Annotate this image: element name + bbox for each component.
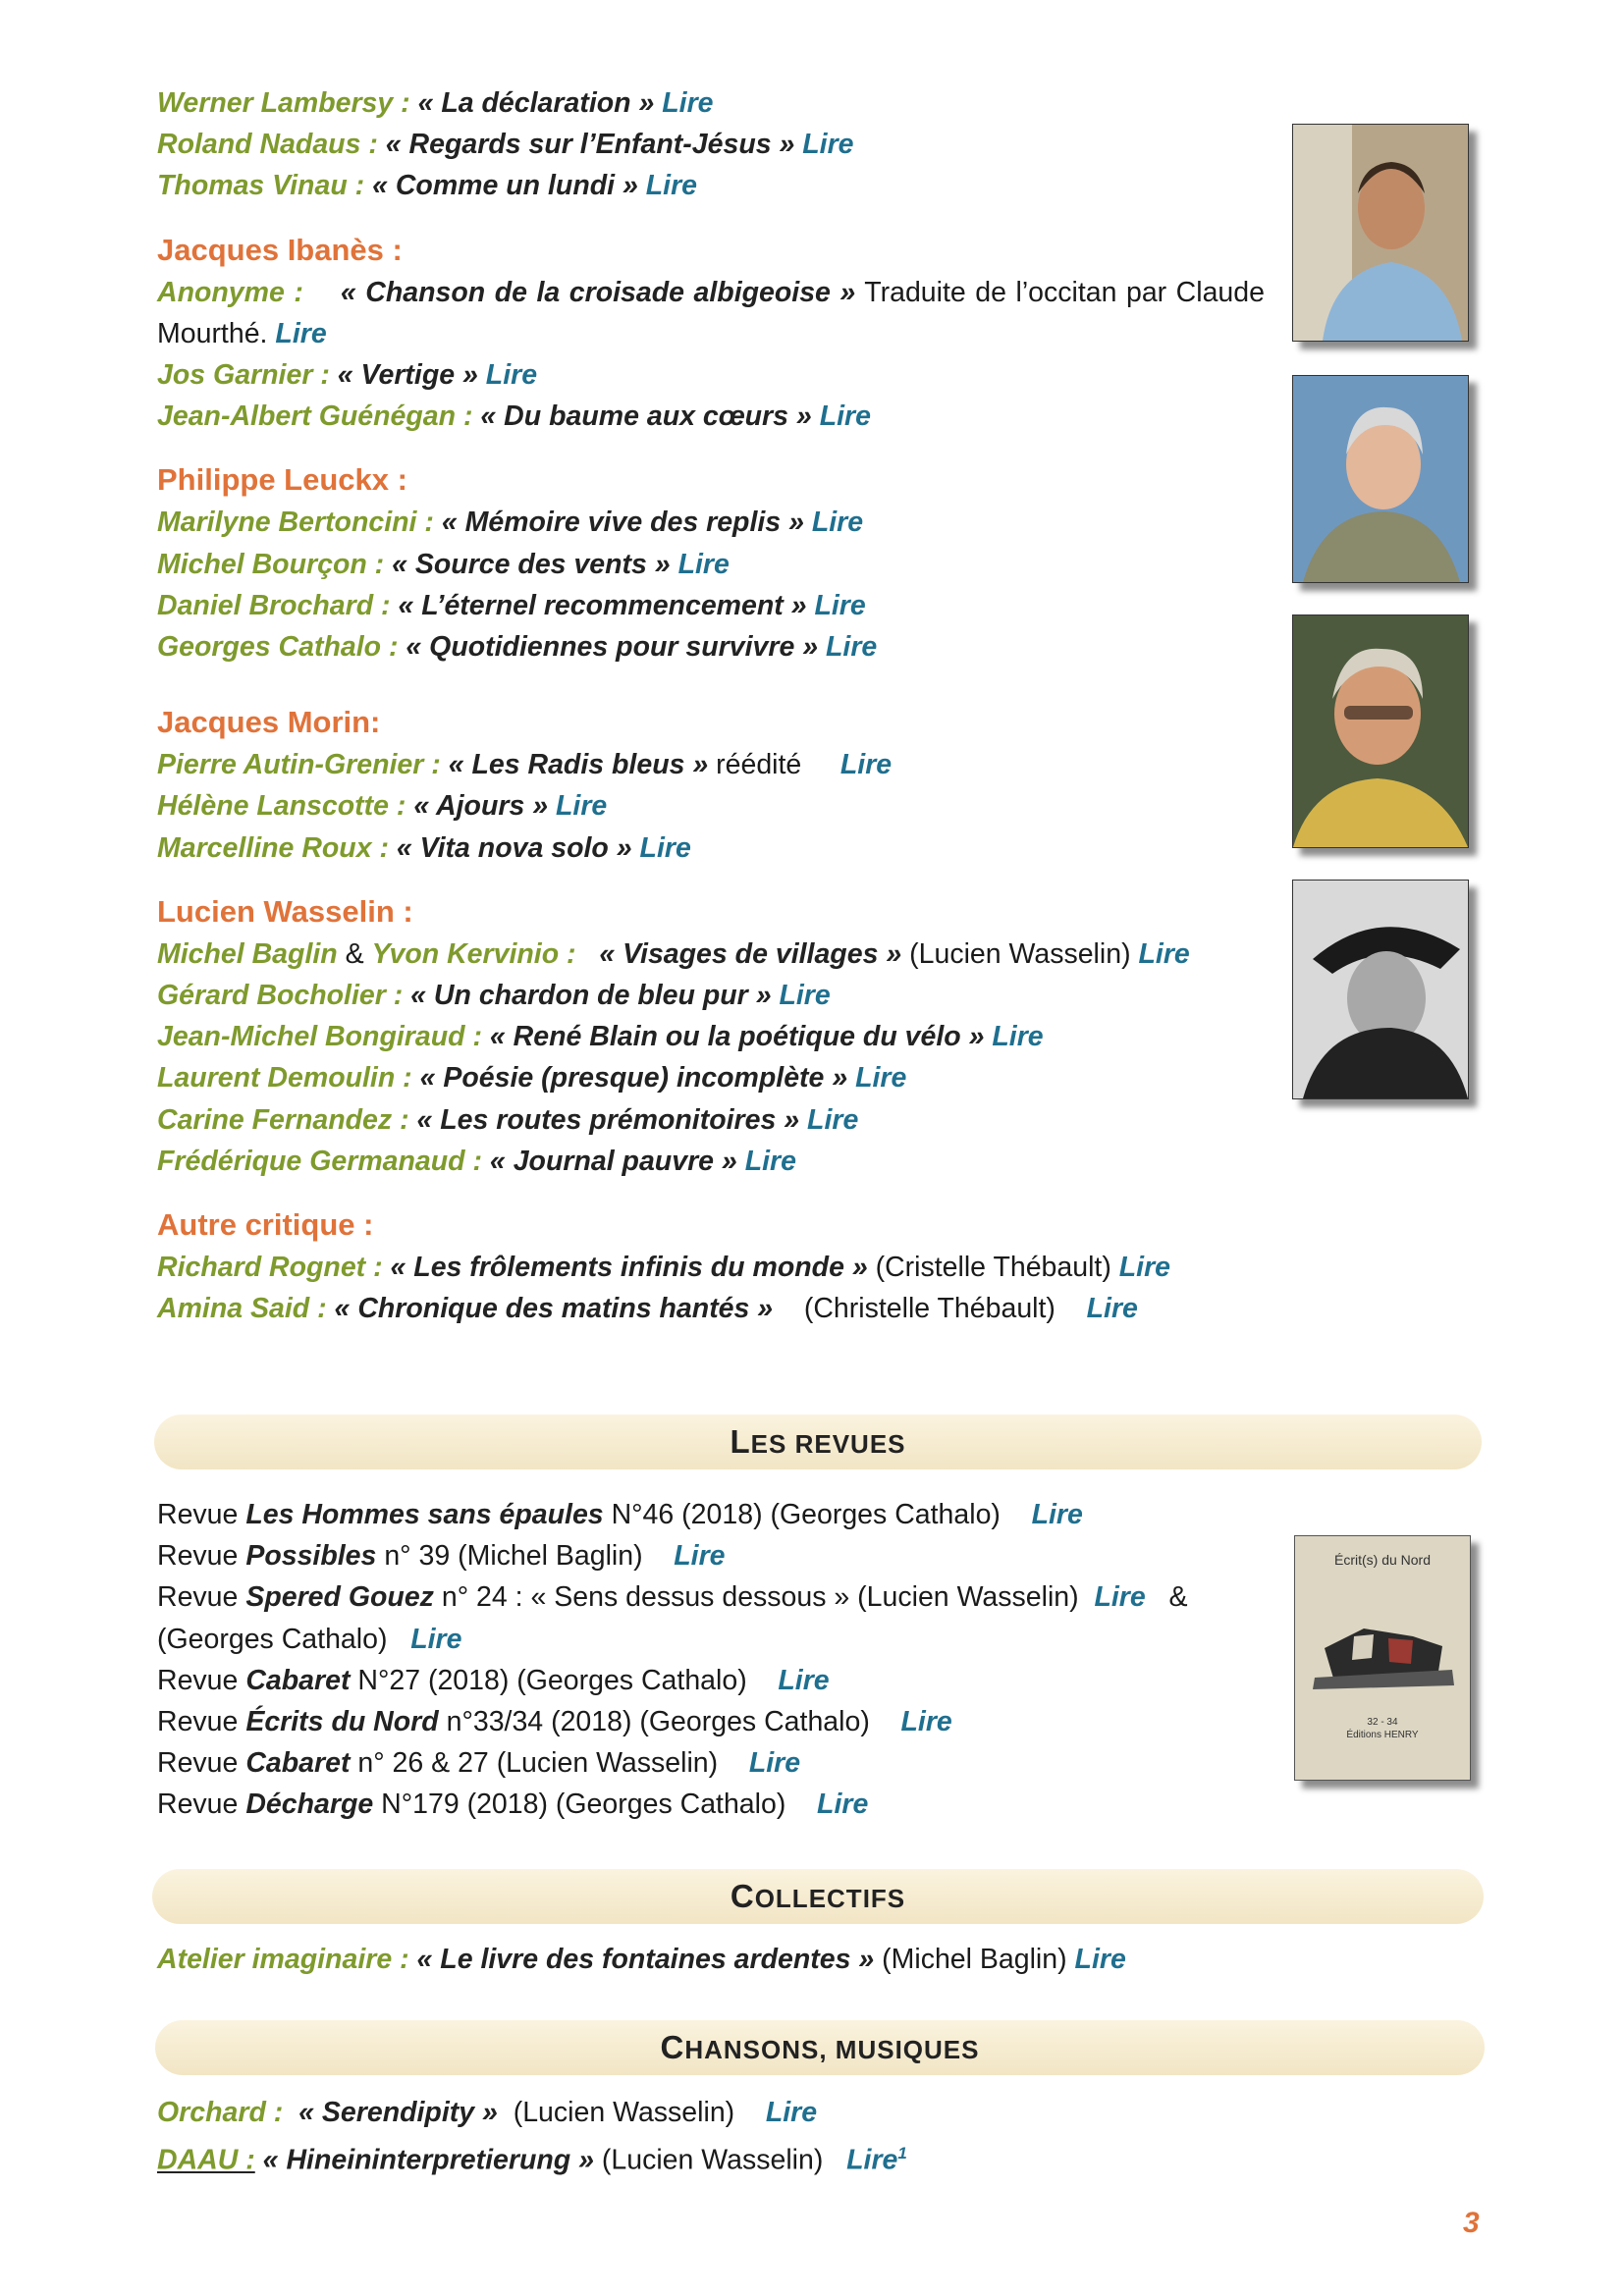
author-name: Daniel Brochard : (157, 589, 391, 621)
book-title: « Un chardon de bleu pur » (410, 980, 772, 1012)
lire-link[interactable]: Lire (1086, 1293, 1138, 1325)
banner-initial: C (660, 2029, 685, 2065)
revue-prefix: Revue (157, 1706, 239, 1738)
revue-name: Les Hommes sans épaules (245, 1499, 604, 1530)
entry-note: (Cristelle Thébault) (875, 1252, 1111, 1284)
lire-link[interactable]: Lire (1118, 1252, 1171, 1284)
lire-link[interactable]: Lire (275, 317, 327, 349)
critic-photo (1292, 614, 1469, 848)
book-title: « Regards sur l’Enfant-Jésus » (385, 129, 795, 161)
list-item (157, 82, 1267, 124)
banner-title: OLLECTIFS (754, 1884, 906, 1913)
author-name: Atelier imaginaire : (157, 1944, 409, 1975)
critiques-list (157, 82, 1267, 1329)
lire-link[interactable]: Lire (1031, 1499, 1083, 1530)
book-title: « L’éternel recommencement » (398, 589, 807, 621)
list-item (157, 1939, 1296, 1980)
author-name: Hélène Lanscotte : (157, 790, 406, 823)
critic-photo (1292, 880, 1469, 1099)
list-item (157, 502, 1267, 543)
lire-link[interactable]: Lire (485, 359, 538, 392)
author-name: Laurent Demoulin : (157, 1062, 412, 1095)
entry-note: réédité (716, 749, 802, 781)
page-number: 3 (1463, 2207, 1480, 2239)
book-title: « Vertige » (337, 359, 478, 392)
book-title: « Poésie (presque) incomplète » (419, 1062, 848, 1095)
book-title: « René Blain ou la poétique du vélo » (489, 1021, 985, 1053)
list-item (157, 1784, 1296, 1825)
lire-link[interactable]: Lire (807, 1103, 859, 1136)
book-title: « Les frôlements infinis du monde » (390, 1252, 868, 1284)
author-name: Gérard Bocholier : (157, 980, 404, 1012)
revue-name: Cabaret (245, 1747, 351, 1780)
book-title: « La déclaration » (417, 87, 655, 119)
critic-heading: Jacques Ibanès : (157, 232, 403, 267)
critic-heading: Autre critique : (157, 1207, 374, 1243)
lire-link[interactable]: Lire (992, 1021, 1044, 1053)
author-name: Michel Baglin (157, 937, 338, 970)
list-item (157, 1016, 1267, 1057)
cover-publisher: Éditions HENRY (1346, 1730, 1419, 1740)
lire-link[interactable]: Lire (802, 129, 854, 161)
revue-prefix: Revue (157, 1540, 239, 1573)
cover-issue: 32 - 34 (1367, 1717, 1398, 1728)
list-item (157, 272, 1265, 354)
critic-photo (1292, 124, 1469, 342)
section-banner-collectifs (152, 1869, 1484, 1924)
list-item (157, 626, 1267, 667)
list-item (157, 1288, 1267, 1329)
author-name: Roland Nadaus : (157, 129, 378, 161)
lire-link[interactable]: Lire (410, 1623, 462, 1655)
lire-link[interactable]: Lire (839, 749, 893, 781)
list-item (157, 1141, 1267, 1182)
revue-prefix: Revue (157, 1789, 239, 1821)
revue-prefix: Revue (157, 1664, 239, 1696)
author-name: Jean-Albert Guénégan : (157, 400, 473, 433)
lire-link[interactable]: Lire (556, 790, 608, 823)
revue-detail: n°33/34 (2018) (Georges Cathalo) (446, 1706, 870, 1738)
entry-note: (Lucien Wasselin) (601, 2144, 824, 2176)
revue-detail: N°179 (2018) (Georges Cathalo) (381, 1789, 786, 1821)
collectifs-list (157, 1939, 1296, 1980)
revue-name: Décharge (245, 1789, 374, 1821)
list-item (157, 1057, 1267, 1098)
song-title: « Hineininterpretierung » (262, 2144, 594, 2176)
revue-detail: n° 39 (Michel Baglin) (384, 1540, 643, 1573)
lire-link[interactable]: Lire (1074, 1944, 1126, 1975)
book-title: « Visages de villages » (599, 937, 902, 970)
entry-note: (Michel Baglin) (882, 1944, 1067, 1975)
book-title: « Chronique des matins hantés » (334, 1293, 774, 1325)
book-title: « Chanson de la croisade albigeoise » (340, 276, 856, 308)
lire-link[interactable]: Lire (855, 1062, 907, 1095)
lire-link[interactable]: Lire (819, 400, 871, 433)
song-title: « Serendipity » (298, 2097, 498, 2128)
banner-title: ES REVUES (750, 1429, 906, 1459)
cover-artwork (1295, 1579, 1470, 1697)
section-banner-chansons (155, 2020, 1485, 2075)
ampersand: & (1168, 1581, 1188, 1614)
book-title: « Ajours » (413, 790, 549, 823)
list-item (157, 585, 1267, 626)
author-name: Michel Bourçon : (157, 548, 385, 580)
revue-prefix: Revue (157, 1747, 239, 1780)
author-name: Anonyme : (157, 276, 303, 308)
section-banner-revues (154, 1415, 1482, 1469)
lire-link[interactable]: Lire (814, 589, 866, 621)
list-item (157, 1494, 1296, 1535)
book-title: « Vita nova solo » (396, 831, 632, 864)
author-name: Marcelline Roux : (157, 831, 389, 864)
lire-link[interactable]: Lire (846, 2144, 898, 2176)
lire-link[interactable]: Lire (817, 1789, 869, 1821)
lire-link[interactable]: Lire (900, 1706, 952, 1738)
revue-cover (1294, 1535, 1471, 1781)
author-name: DAAU : (157, 2144, 255, 2176)
author-name: Frédérique Germanaud : (157, 1145, 482, 1177)
revue-name: Écrits du Nord (245, 1706, 439, 1738)
lire-link[interactable]: Lire (645, 170, 698, 202)
list-item (157, 124, 1267, 165)
author-name: Carine Fernandez : (157, 1103, 409, 1136)
revue-detail: N°46 (2018) (Georges Cathalo) (611, 1499, 1001, 1530)
revue-detail: n° 26 & 27 (Lucien Wasselin) (357, 1747, 719, 1780)
list-item (157, 2133, 1296, 2181)
book-title: « Du baume aux cœurs » (480, 400, 812, 433)
list-item (157, 1742, 1296, 1784)
book-title: « Les Radis bleus » (448, 749, 709, 781)
revues-list (157, 1494, 1296, 1826)
entry-note: (Lucien Wasselin) (909, 937, 1131, 970)
author-name: Orchard : (157, 2097, 284, 2128)
list-item (157, 1660, 1296, 1701)
list-item (157, 828, 1267, 869)
list-item (157, 1619, 1296, 1660)
list-item (157, 1099, 1267, 1141)
list-item (157, 744, 1267, 785)
list-item (157, 785, 1267, 827)
banner-initial: C (730, 1878, 755, 1914)
list-item (157, 1535, 1296, 1576)
author-name: Thomas Vinau : (157, 170, 365, 202)
critic-photo (1292, 375, 1469, 583)
lire-link[interactable]: Lire (811, 507, 864, 539)
author-name: Richard Rognet : (157, 1252, 383, 1284)
author-name: Jos Garnier : (157, 359, 330, 392)
cover-title: Écrit(s) du Nord (1333, 1552, 1432, 1568)
list-item (157, 1247, 1267, 1288)
book-title: « Mémoire vive des replis » (441, 507, 804, 539)
list-item (157, 975, 1267, 1016)
entry-note: (Christelle Thébault) (803, 1293, 1056, 1325)
book-title: « Journal pauvre » (489, 1145, 737, 1177)
list-item (157, 544, 1267, 585)
book-title: « Quotidiennes pour survivre » (406, 631, 819, 664)
revue-detail: n° 24 : « Sens dessus dessous » (Lucien Wasselin) (441, 1581, 1079, 1614)
lire-link[interactable]: Lire (1094, 1581, 1146, 1614)
author-name: Marilyne Bertoncini : (157, 507, 434, 539)
revue-detail: (Georges Cathalo) (157, 1623, 388, 1655)
lire-link[interactable]: Lire (826, 631, 878, 664)
author-name: Amina Said : (157, 1293, 327, 1325)
lire-link[interactable]: Lire (1138, 937, 1190, 970)
revue-prefix: Revue (157, 1581, 239, 1614)
lire-link[interactable]: Lire (779, 980, 831, 1012)
critic-heading: Philippe Leuckx : (157, 462, 407, 498)
lire-link[interactable]: Lire (639, 831, 691, 864)
footnote-marker[interactable]: 1 (897, 2144, 907, 2163)
banner-title: HANSONS, MUSIQUES (684, 2035, 980, 2064)
lire-link[interactable]: Lire (662, 87, 714, 119)
lire-link[interactable]: Lire (677, 548, 730, 580)
list-item (157, 2092, 1296, 2133)
lire-link[interactable]: Lire (778, 1664, 830, 1696)
book-title: « Le livre des fontaines ardentes » (416, 1944, 875, 1975)
revue-name: Possibles (245, 1540, 377, 1573)
critic-heading: Jacques Morin: (157, 705, 381, 740)
revue-detail: N°27 (2018) (Georges Cathalo) (357, 1664, 747, 1696)
author-name: Pierre Autin-Grenier : (157, 749, 441, 781)
list-item (157, 165, 1267, 206)
ampersand: & (345, 937, 364, 970)
revue-name: Cabaret (245, 1664, 351, 1696)
entry-note: Traduite de l’occitan par Claude Mourthé. (157, 276, 1265, 349)
lire-link[interactable]: Lire (748, 1747, 801, 1780)
author-name: Werner Lambersy : (157, 87, 410, 119)
book-title: « Les routes prémonitoires » (416, 1103, 800, 1136)
revue-name: Spered Gouez (245, 1581, 434, 1614)
lire-link[interactable]: Lire (674, 1540, 726, 1573)
list-item (157, 934, 1265, 975)
list-item (157, 396, 1267, 437)
list-item (157, 1701, 1296, 1742)
author-name: Jean-Michel Bongiraud : (157, 1021, 482, 1053)
revue-prefix: Revue (157, 1499, 239, 1530)
book-title: « Source des vents » (392, 548, 671, 580)
list-item (157, 1576, 1296, 1618)
author-name: Yvon Kervinio : (371, 937, 576, 970)
lire-link[interactable]: Lire (744, 1145, 796, 1177)
author-name: Georges Cathalo : (157, 631, 399, 664)
critic-heading: Lucien Wasselin : (157, 893, 413, 929)
chansons-list (157, 2092, 1296, 2181)
banner-initial: L (730, 1423, 751, 1460)
entry-note: (Lucien Wasselin) (513, 2097, 735, 2128)
list-item (157, 354, 1267, 396)
lire-link[interactable]: Lire (765, 2097, 818, 2128)
book-title: « Comme un lundi » (372, 170, 638, 202)
